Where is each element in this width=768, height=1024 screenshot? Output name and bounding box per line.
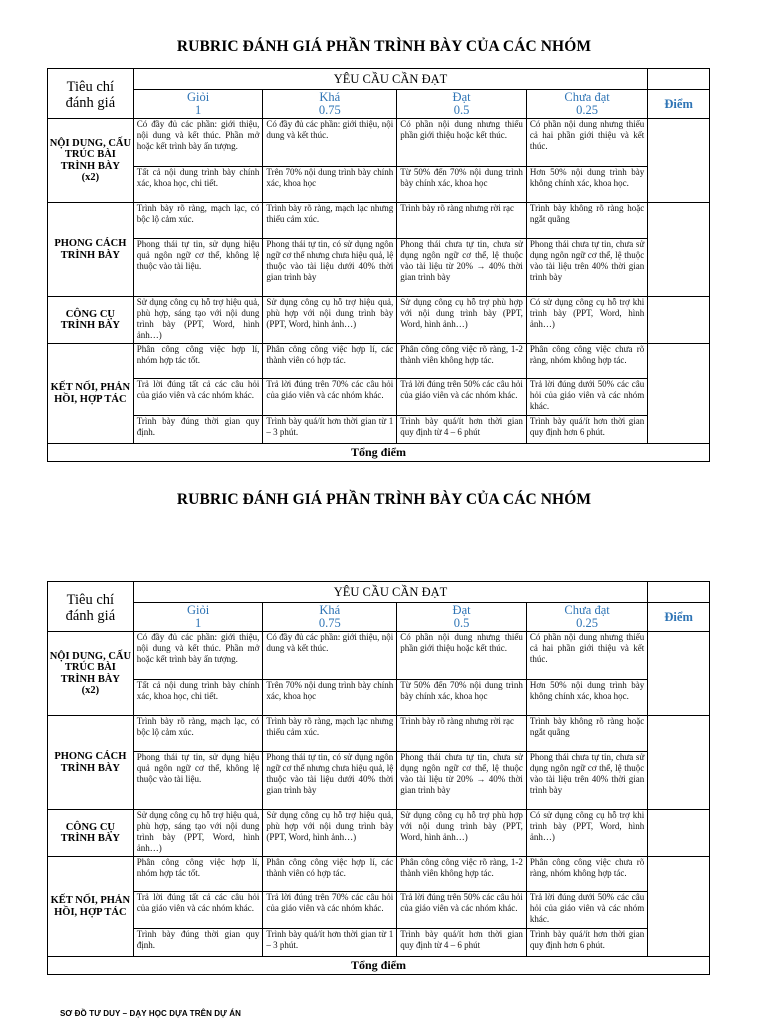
- descriptor-cell: Trên 70% nội dung trình bày chính xác, khoa học: [263, 680, 397, 716]
- descriptor-cell: Phong thái chưa tự tin, chưa sử dụng ngôn ngữ cơ thể, lệ thuộc vào tài liệu trên 40% thời gian trình bày: [526, 752, 647, 810]
- descriptor-cell: Có phần nội dung nhưng thiếu cả hai phần giới thiệu và kết thúc.: [526, 632, 647, 680]
- requirements-header: YÊU CẦU CẦN ĐẠT: [133, 582, 648, 603]
- descriptor-cell: Phong thái tự tin, sử dụng hiệu quả ngôn ngữ cơ thể, không lệ thuộc vào tài liệu.: [133, 752, 263, 810]
- descriptor-cell: Có phần nội dung nhưng thiếu phần giới thiệu hoặc kết thúc.: [397, 632, 527, 680]
- criterion-style: PHONG CÁCH TRÌNH BÀY: [48, 716, 134, 810]
- descriptor-cell: Có đầy đủ các phần: giới thiệu, nội dung và kết thúc.: [263, 119, 397, 167]
- criterion-content: NỘI DUNG, CẤU TRÚC BÀI TRÌNH BÀY (x2): [48, 632, 134, 716]
- descriptor-cell: Hơn 50% nội dung trình bày không chính xác, khoa học.: [526, 167, 647, 203]
- descriptor-cell: Trả lời đúng trên 50% các câu hỏi của giáo viên và các nhóm khác.: [397, 379, 527, 416]
- level-header-kha: Khá 0.75: [263, 90, 397, 119]
- descriptor-cell: Phân công công việc hợp lí, các thành viên có hợp tác.: [263, 344, 397, 379]
- descriptor-cell: Phân công công việc hợp lí, nhóm hợp tác tốt.: [133, 344, 263, 379]
- header-blank: [648, 69, 710, 90]
- descriptor-cell: Phân công công việc hợp lí, nhóm hợp tác tốt.: [133, 857, 263, 892]
- criterion-content: NỘI DUNG, CẤU TRÚC BÀI TRÌNH BÀY (x2): [48, 119, 134, 203]
- descriptor-cell: Sử dụng công cụ hỗ trợ phù hợp với nội dung trình bày (PPT, Word, hình ảnh…): [397, 810, 527, 857]
- score-cell[interactable]: [648, 857, 710, 957]
- descriptor-cell: Phong thái tự tin, có sử dụng ngôn ngữ cơ thể nhưng chưa hiệu quả, lệ thuộc vào tài liệu dưới 40% thời gian trình bày: [263, 752, 397, 810]
- descriptor-cell: Trình bày rõ ràng, mạch lạc, có bộc lộ cảm xúc.: [133, 203, 263, 239]
- rubric-table: [47, 68, 710, 462]
- descriptor-cell: Trả lời đúng trên 50% các câu hỏi của giáo viên và các nhóm khác.: [397, 892, 527, 929]
- score-cell[interactable]: [648, 344, 710, 444]
- criterion-connection: KẾT NỐI, PHẢN HỒI, HỢP TÁC: [48, 857, 134, 957]
- criterion-tools: CÔNG CỤ TRÌNH BÀY: [48, 810, 134, 857]
- descriptor-cell: Trình bày không rõ ràng hoặc ngắt quãng: [526, 716, 647, 752]
- points-header: Điểm: [648, 603, 710, 632]
- descriptor-cell: Sử dụng công cụ hỗ trợ phù hợp với nội dung trình bày (PPT, Word, hình ảnh…): [397, 297, 527, 344]
- descriptor-cell: Có đầy đủ các phần: giới thiệu, nội dung và kết thúc. Phần mở hoặc kết trình bày ấn tượng.: [133, 632, 263, 680]
- level-header-dat: Đạt 0.5: [397, 90, 527, 119]
- descriptor-cell: Trình bày rõ ràng, mạch lạc, có bộc lộ cảm xúc.: [133, 716, 263, 752]
- descriptor-cell: Trả lời đúng trên 70% các câu hỏi của giáo viên và các nhóm khác.: [263, 892, 397, 929]
- descriptor-cell: Sử dụng công cụ hỗ trợ hiệu quả, phù hợp với nội dung trình bày (PPT, Word, hình ảnh…): [263, 810, 397, 857]
- total-score-row: Tổng điểm: [48, 957, 710, 975]
- descriptor-cell: Phong thái chưa tự tin, chưa sử dụng ngôn ngữ cơ thể, lệ thuộc vào tài liệu trên 40% thời gian trình bày: [526, 239, 647, 297]
- points-header: Điểm: [648, 90, 710, 119]
- descriptor-cell: Trên 70% nội dung trình bày chính xác, khoa học: [263, 167, 397, 203]
- descriptor-cell: Có đầy đủ các phần: giới thiệu, nội dung và kết thúc. Phần mở hoặc kết trình bày ấn tượng.: [133, 119, 263, 167]
- descriptor-cell: Có sử dụng công cụ hỗ trợ khi trình bày (PPT, Word, hình ảnh…): [526, 297, 647, 344]
- descriptor-cell: Phong thái chưa tự tin, chưa sử dụng ngôn ngữ cơ thể, lệ thuộc vào tài liệu từ 20% → 40% thời gian trình bày: [397, 239, 527, 297]
- rubric-table: [47, 581, 710, 975]
- descriptor-cell: Từ 50% đến 70% nội dung trình bày chính xác, khoa học: [397, 167, 527, 203]
- descriptor-cell: Trình bày đúng thời gian quy định.: [133, 929, 263, 957]
- level-header-chua-dat: Chưa đạt 0.25: [526, 603, 647, 632]
- descriptor-cell: Hơn 50% nội dung trình bày không chính xác, khoa học.: [526, 680, 647, 716]
- descriptor-cell: Có phần nội dung nhưng thiếu cả hai phần giới thiệu và kết thúc.: [526, 119, 647, 167]
- descriptor-cell: Phân công công việc chưa rõ ràng, nhóm không hợp tác.: [526, 857, 647, 892]
- header-blank: [648, 582, 710, 603]
- criterion-connection: KẾT NỐI, PHẢN HỒI, HỢP TÁC: [48, 344, 134, 444]
- descriptor-cell: Trả lời đúng dưới 50% các câu hỏi của giáo viên và các nhóm khác.: [526, 892, 647, 929]
- total-score-row: Tổng điểm: [48, 444, 710, 462]
- descriptor-cell: Phong thái chưa tự tin, chưa sử dụng ngôn ngữ cơ thể, lệ thuộc vào tài liệu từ 20% → 40% thời gian trình bày: [397, 752, 527, 810]
- requirements-header: YÊU CẦU CẦN ĐẠT: [133, 69, 648, 90]
- descriptor-cell: Phân công công việc chưa rõ ràng, nhóm không hợp tác.: [526, 344, 647, 379]
- criterion-tools: CÔNG CỤ TRÌNH BÀY: [48, 297, 134, 344]
- descriptor-cell: Sử dụng công cụ hỗ trợ hiệu quả, phù hợp với nội dung trình bày (PPT, Word, hình ảnh…): [263, 297, 397, 344]
- descriptor-cell: Có đầy đủ các phần: giới thiệu, nội dung và kết thúc.: [263, 632, 397, 680]
- rubric-title: RUBRIC ĐÁNH GIÁ PHẦN TRÌNH BÀY CỦA CÁC NHÓM: [176, 38, 592, 55]
- descriptor-cell: Trình bày quá/ít hơn thời gian quy định từ 4 – 6 phút: [397, 929, 527, 957]
- descriptor-cell: Tất cả nội dung trình bày chính xác, khoa học, chi tiết.: [133, 167, 263, 203]
- descriptor-cell: Phong thái tự tin, có sử dụng ngôn ngữ cơ thể nhưng chưa hiệu quả, lệ thuộc vào tài liệu dưới 40% thời gian trình bày: [263, 239, 397, 297]
- descriptor-cell: Sử dụng công cụ hỗ trợ hiệu quả, phù hợp, sáng tạo với nội dung trình bày (PPT, Word, hình ảnh…): [133, 297, 263, 344]
- descriptor-cell: Trình bày rõ ràng nhưng rời rạc: [397, 203, 527, 239]
- descriptor-cell: Trả lời đúng tất cả các câu hỏi của giáo viên và các nhóm khác.: [133, 892, 263, 929]
- criteria-header: Tiêu chí đánh giá: [48, 69, 134, 119]
- score-cell[interactable]: [648, 203, 710, 297]
- descriptor-cell: Trả lời đúng tất cả các câu hỏi của giáo viên và các nhóm khác.: [133, 379, 263, 416]
- descriptor-cell: Trình bày không rõ ràng hoặc ngắt quãng: [526, 203, 647, 239]
- descriptor-cell: Phân công công việc rõ ràng, 1-2 thành viên không hợp tác.: [397, 344, 527, 379]
- descriptor-cell: Trả lời đúng dưới 50% các câu hỏi của giáo viên và các nhóm khác.: [526, 379, 647, 416]
- descriptor-cell: Tất cả nội dung trình bày chính xác, khoa học, chi tiết.: [133, 680, 263, 716]
- descriptor-cell: Trình bày rõ ràng, mạch lạc nhưng thiếu cảm xúc.: [263, 716, 397, 752]
- level-header-chua-dat: Chưa đạt 0.25: [526, 90, 647, 119]
- descriptor-cell: Sử dụng công cụ hỗ trợ hiệu quả, phù hợp, sáng tạo với nội dung trình bày (PPT, Word, hình ảnh…): [133, 810, 263, 857]
- descriptor-cell: Có phần nội dung nhưng thiếu phần giới thiệu hoặc kết thúc.: [397, 119, 527, 167]
- descriptor-cell: Trình bày quá/ít hơn thời gian quy định hơn 6 phút.: [526, 929, 647, 957]
- score-cell[interactable]: [648, 297, 710, 344]
- descriptor-cell: Trình bày quá/ít hơn thời gian từ 1 – 3 phút.: [263, 929, 397, 957]
- criteria-header: Tiêu chí đánh giá: [48, 582, 134, 632]
- level-header-dat: Đạt 0.5: [397, 603, 527, 632]
- descriptor-cell: Phân công công việc hợp lí, các thành viên có hợp tác.: [263, 857, 397, 892]
- descriptor-cell: Trình bày quá/ít hơn thời gian quy định từ 4 – 6 phút: [397, 416, 527, 444]
- rubric-title: RUBRIC ĐÁNH GIÁ PHẦN TRÌNH BÀY CỦA CÁC NHÓM: [176, 491, 592, 508]
- score-cell[interactable]: [648, 632, 710, 716]
- criterion-style: PHONG CÁCH TRÌNH BÀY: [48, 203, 134, 297]
- descriptor-cell: Trình bày quá/ít hơn thời gian từ 1 – 3 phút.: [263, 416, 397, 444]
- descriptor-cell: Phân công công việc rõ ràng, 1-2 thành viên không hợp tác.: [397, 857, 527, 892]
- descriptor-cell: Trình bày quá/ít hơn thời gian quy định hơn 6 phút.: [526, 416, 647, 444]
- descriptor-cell: Trình bày đúng thời gian quy định.: [133, 416, 263, 444]
- level-header-gioi: Giỏi 1: [133, 603, 263, 632]
- score-cell[interactable]: [648, 716, 710, 810]
- level-header-gioi: Giỏi 1: [133, 90, 263, 119]
- descriptor-cell: Có sử dụng công cụ hỗ trợ khi trình bày (PPT, Word, hình ảnh…): [526, 810, 647, 857]
- descriptor-cell: Trình bày rõ ràng nhưng rời rạc: [397, 716, 527, 752]
- score-cell[interactable]: [648, 119, 710, 203]
- descriptor-cell: Phong thái tự tin, sử dụng hiệu quả ngôn ngữ cơ thể, không lệ thuộc vào tài liệu.: [133, 239, 263, 297]
- score-cell[interactable]: [648, 810, 710, 857]
- descriptor-cell: Trả lời đúng trên 70% các câu hỏi của giáo viên và các nhóm khác.: [263, 379, 397, 416]
- descriptor-cell: Trình bày rõ ràng, mạch lạc nhưng thiếu cảm xúc.: [263, 203, 397, 239]
- footer-text: SƠ ĐỒ TƯ DUY – DẠY HỌC DỰA TRÊN DỰ ÁN: [60, 1009, 241, 1018]
- descriptor-cell: Từ 50% đến 70% nội dung trình bày chính xác, khoa học: [397, 680, 527, 716]
- level-header-kha: Khá 0.75: [263, 603, 397, 632]
